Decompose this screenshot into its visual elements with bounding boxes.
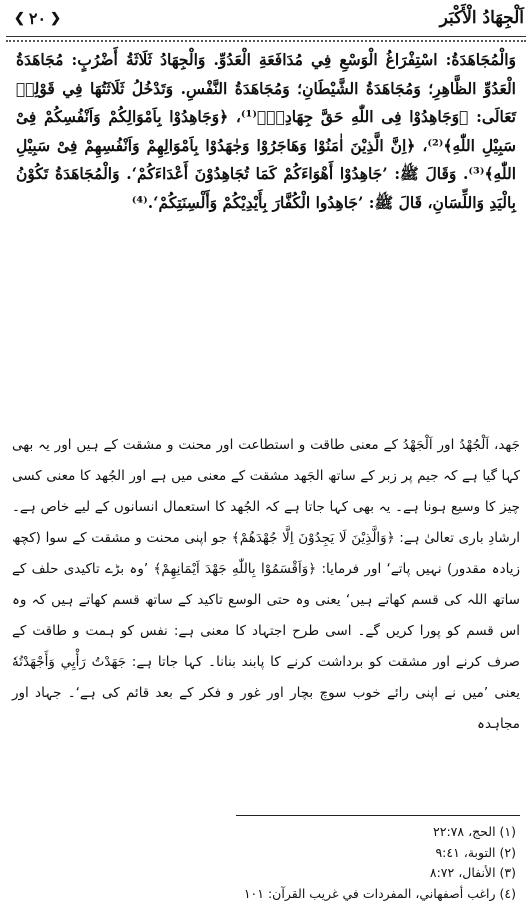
page-header (0, 0, 532, 36)
footnotes (16, 822, 516, 904)
page-number-value: ٢٠ (28, 8, 47, 28)
ornament-right-icon: ❯ (50, 10, 61, 26)
footnote-item: (٣) الأنفال، ٨:٧٢ (429, 865, 516, 880)
footnote-item: (١) الحج، ٢٢:٧٨ (433, 824, 516, 839)
footnote-item: (٤) راغب أصفهاني، المفردات في غريب القرآن: ١٠١ (243, 885, 516, 901)
running-title: اَلْجِهَادُ الْأَكْبَر (439, 8, 524, 28)
arabic-paragraph: وَالْمُجَاهَدَةُ: اسْتِفْرَاغُ الْوَسْعِ فِي مُدَافَعَةِ الْعَدُوِّ. وَالْجِهَادُ ثَلَاثَةُ أَضْرُبٍ: مُجَاهَدَةُ الْعَدُوِّ الظَّاهِرِ؛ وَمُجَاهَدَةُ الشَّيْطَانِ؛ وَمُجَاهَدَةُ النَّفْسِ. وَتَدْخُلُ ثَلَاثَتُهَا فِي قَوْلِهٖ تَعَالَى: ﴿وَجَاهِدُوْا فِى اللّٰهِ حَقَّ جِهَادِهٖ﴾⁽¹⁾، ﴿وَجَاهِدُوْا بِاَمْوَالِكُمْ وَاَنْفُسِكُمْ فِىْ سَبِيْلِ اللّٰهِ﴾⁽²⁾، ﴿اِنَّ الَّذِيْنَ اٰمَنُوْا وَهَاجَرُوْا وَجٰهَدُوْا بِاَمْوَالِهِمْ وَاَنْفُسِهِمْ فِىْ سَبِيْلِ اللّٰهِ﴾⁽³⁾. وَقَالَ ﷺ: ’جَاهِدُوْا أَهْوَاءَكُمْ كَمَا تُجَاهِدُوْنَ أَعْدَاءَكُمْ‘. وَالْمُجَاهَدَةُ تَكُوْنُ بِالْيَدِ وَاللِّسَانِ، قَالَ ﷺ: ’جَاهِدُوا الْكُفَّارَ بِأَيْدِيْكُمْ وَأَلْسِنَتِكُمْ‘.⁽⁴⁾ (16, 50, 516, 212)
footnote-item: (٢) التوبة، ٩:٤١ (435, 844, 516, 860)
footnote-divider (236, 815, 520, 816)
ornament-left-icon: ❮ (14, 10, 25, 26)
header-divider (6, 36, 526, 42)
urdu-paragraph: جَهد، اَلْجُهْدُ اور اَلْجَهْدُ کے معنی طاقت و استطاعت اور محنت و مشقت کے ہیں اور یہ بھی کہا گیا ہے کہ جیم پر زبر کے ساتھ الجَهد مشقت کے معنی میں ہے اور الجُهد کا معنی کسی چیز کا وسیع ہونا ہے۔ یہ بھی کہا جاتا ہے کہ الجُهد کا استعمال انسانوں کے لیے خاص ہے۔ ارشادِ باری تعالیٰ ہے: ﴿وَالَّذِيْنَ لَا يَجِدُوْنَ اِلَّا جُهْدَهُمْ﴾ جو اپنی محنت و مشقت کے سوا (کچھ زیادہ مقدور) نہیں پاتے‘ اور فرمایا: ﴿وَاَقْسَمُوْا بِاللّٰهِ جَهْدَ اَيْمَانِهِمْ﴾ ’وہ بڑے تاکیدی حلف کے ساتھ اللہ کی قسم کھاتے ہیں‘ یعنی وہ حتی الوسع تاکید کے ساتھ قسم کھاتے ہیں کہ وہ اس قسم کو پورا کریں گے۔ اسی طرح اجتہاد کا معنی ہے: نفس کو ہمت و طاقت کے صرف کرنے اور مشقت کو برداشت کرنے کا پابند بنانا۔ کہا جاتا ہے: جَهَدْتُ رَأْيِي وَأَجْهَدْتُهٗ یعنی ’میں نے اپنی رائے خوب سوچ بچار اور غور و فکر کے بعد قائم کی ہے‘۔ جہاد اور مجاہدہ (12, 437, 520, 732)
page-number (14, 9, 61, 28)
